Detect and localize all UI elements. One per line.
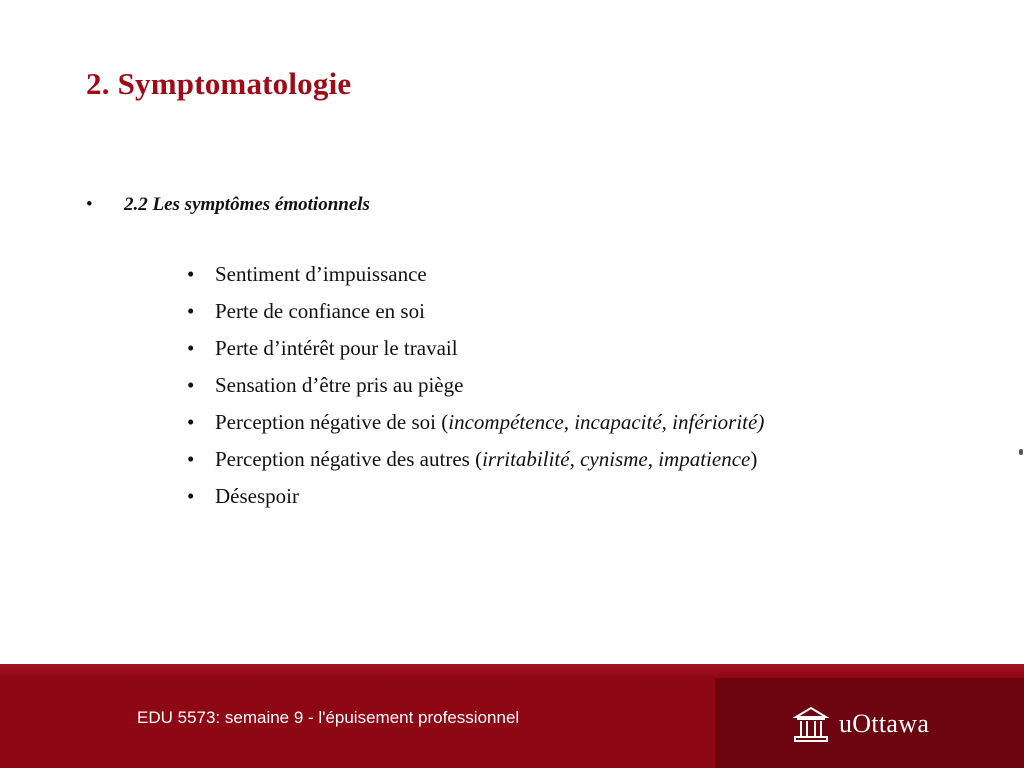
list-item-detail: incompétence, incapacité, infériorité) xyxy=(448,410,765,434)
list-bullet: • xyxy=(187,410,195,434)
list-item-text: Désespoir xyxy=(215,484,299,508)
list-bullet: • xyxy=(187,447,195,471)
list-item-text: Perte de confiance en soi xyxy=(215,299,425,323)
list-item-text: Perte d’intérêt pour le travail xyxy=(215,336,458,360)
list-bullet: • xyxy=(187,262,195,286)
list-item-text: Perception négative des autres (irritabilité, cynisme, impatience) xyxy=(215,447,758,471)
list-item-text: Sentiment d’impuissance xyxy=(215,262,427,286)
university-building-icon xyxy=(793,705,829,743)
list-bullet: • xyxy=(187,373,195,397)
list-bullet: • xyxy=(187,336,195,360)
list-bullet: • xyxy=(187,299,195,323)
list-item-text: Sensation d’être pris au piège xyxy=(215,373,464,397)
course-title: EDU 5573: semaine 9 - l'épuisement professionnel xyxy=(137,708,520,727)
footer-bar xyxy=(0,664,1024,768)
list-item-detail: irritabilité, cynisme, impatience xyxy=(482,447,751,471)
section-bullet: • xyxy=(86,194,93,215)
stray-mark xyxy=(1019,449,1023,455)
footer-top-band xyxy=(0,664,1024,678)
slide-title: 2. Symptomatologie xyxy=(86,66,352,101)
list-bullet: • xyxy=(187,484,195,508)
list-item-text: Perception négative de soi (incompétence, incapacité, infériorité) xyxy=(215,410,765,434)
uottawa-logo xyxy=(793,704,929,744)
section-label: 2.2 Les symptômes émotionnels xyxy=(124,194,370,215)
logo-text: uOttawa xyxy=(839,709,930,738)
